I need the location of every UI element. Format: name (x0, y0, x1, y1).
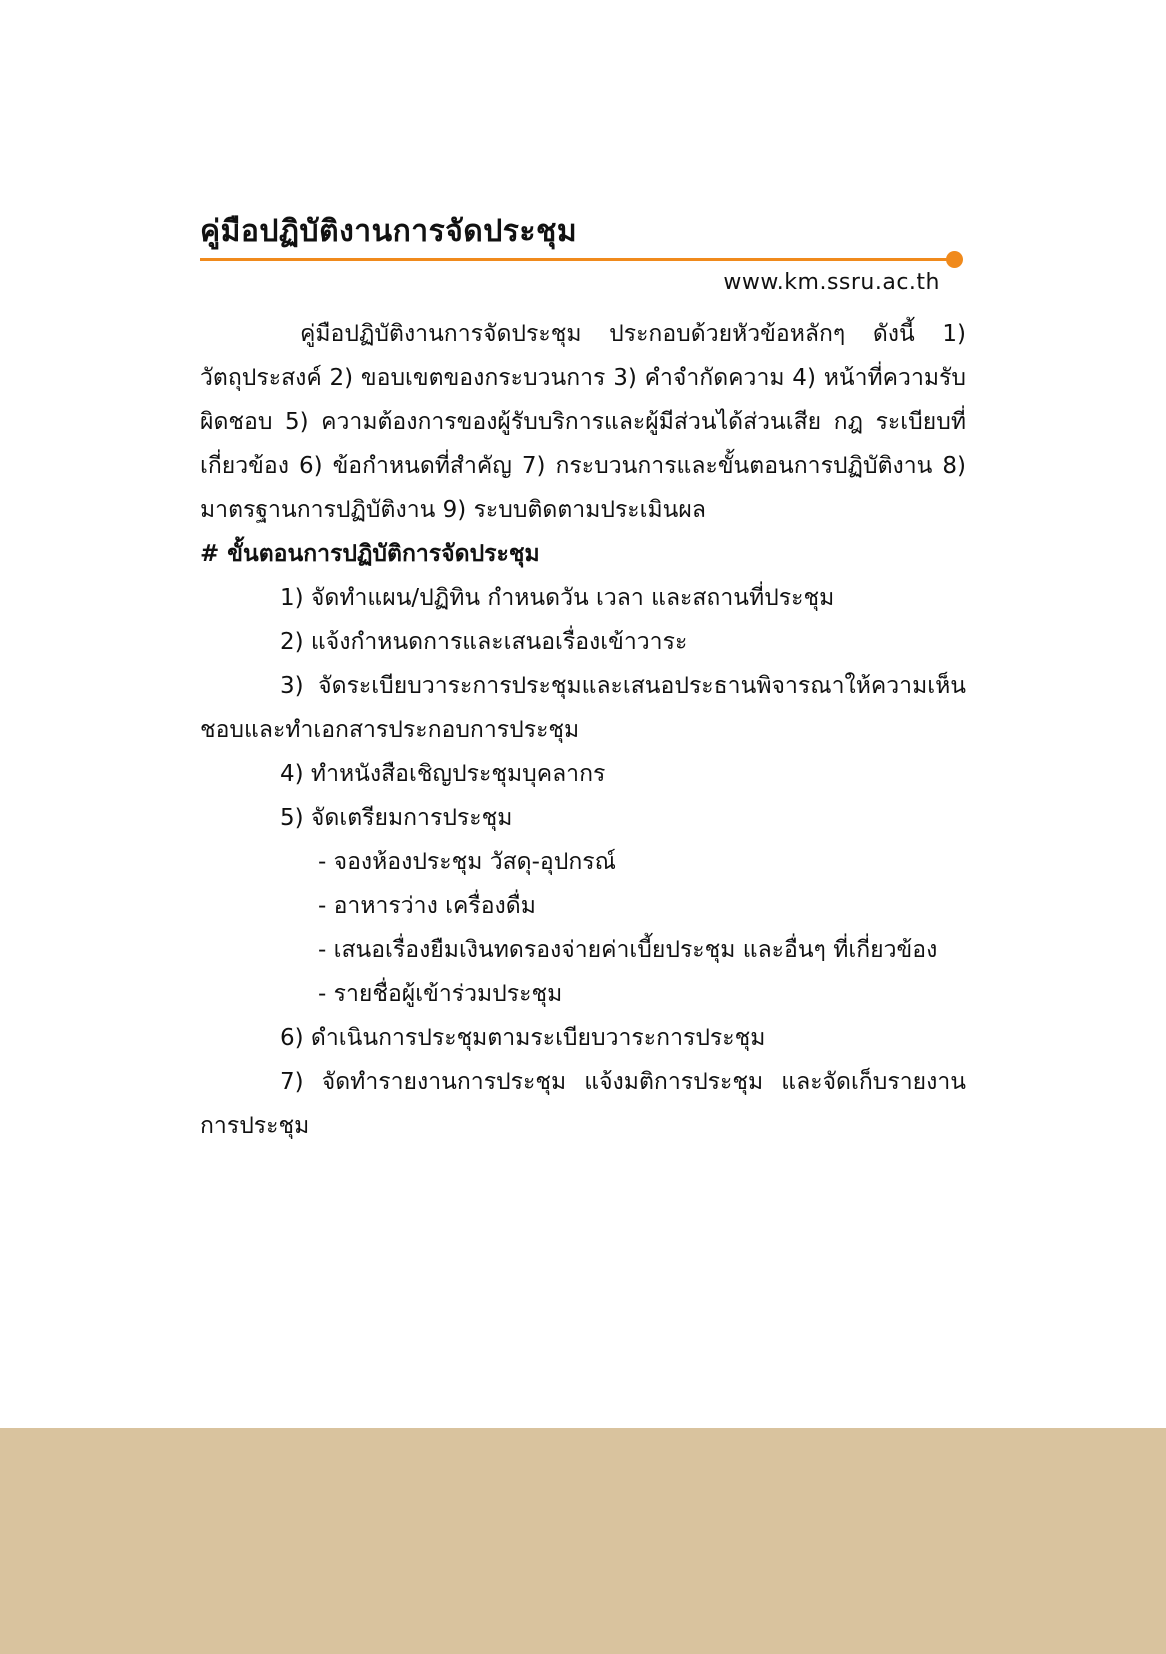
title-underline-dot (946, 251, 963, 268)
sub-item: - เสนอเรื่องยืมเงินทดรองจ่ายค่าเบี้ยประชุม และอื่นๆ ที่เกี่ยวข้อง (318, 937, 938, 963)
sub-item: - อาหารว่าง เครื่องดื่ม (318, 893, 536, 919)
footer-band (0, 1428, 1166, 1654)
site-url: www.km.ssru.ac.th (723, 270, 940, 295)
step-item: 6) ดำเนินการประชุมตามระเบียบวาระการประชุม (280, 1025, 766, 1051)
step-item: 5) จัดเตรียมการประชุม (280, 805, 513, 831)
step-item: 3) จัดระเบียบวาระการประชุมและเสนอประธานพิจารณาให้ความเห็นชอบและทำเอกสารประกอบการประชุม (200, 673, 966, 743)
step-item: 2) แจ้งกำหนดการและเสนอเรื่องเข้าวาระ (280, 629, 688, 655)
step-item: 4) ทำหนังสือเชิญประชุมบุคลากร (280, 761, 606, 787)
section-heading: # ขั้นตอนการปฏิบัติการจัดประชุม (200, 541, 540, 567)
sub-item: - จองห้องประชุม วัสดุ-อุปกรณ์ (318, 849, 616, 875)
page-title: คู่มือปฏิบัติงานการจัดประชุม (200, 214, 578, 249)
intro-paragraph: คู่มือปฏิบัติงานการจัดประชุม ประกอบด้วยหัวข้อหลักๆ ดังนี้ 1) วัตถุประสงค์ 2) ขอบเขตของกระบวนการ 3) คำจำกัดความ 4) หน้าที่ความรับผิดชอบ 5) ความต้องการของผู้รับบริการและผู้มีส่วนได้ส่วนเสีย กฎ ระเบียบที่เกี่ยวข้อง 6) ข้อกำหนดที่สำคัญ 7) กระบวนการและขั้นตอนการปฏิบัติงาน 8) มาตรฐานการปฏิบัติงาน 9) ระบบติดตามประเมินผล (200, 321, 966, 523)
document-body (200, 312, 966, 1148)
step-item: 7) จัดทำรายงานการประชุม แจ้งมติการประชุม และจัดเก็บรายงานการประชุม (200, 1069, 966, 1139)
sub-item: - รายชื่อผู้เข้าร่วมประชุม (318, 981, 563, 1007)
step-item: 1) จัดทำแผน/ปฏิทิน กำหนดวัน เวลา และสถานที่ประชุม (280, 585, 835, 611)
title-underline (200, 258, 955, 261)
